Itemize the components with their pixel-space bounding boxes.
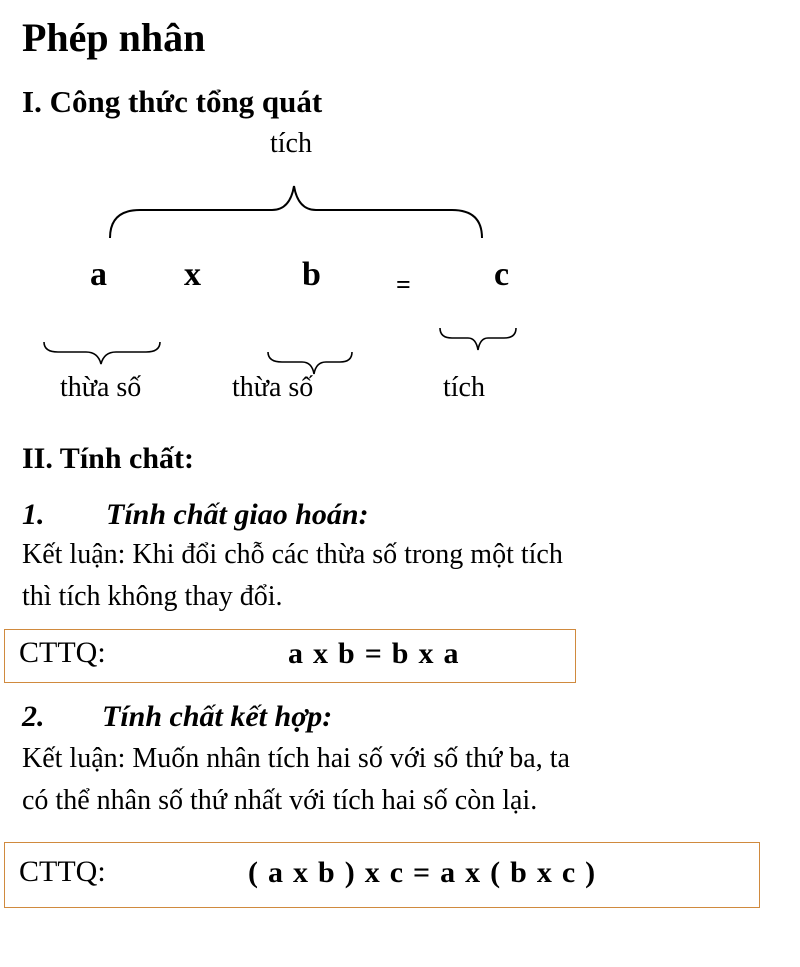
cttq-label-2: CTTQ: bbox=[19, 855, 106, 888]
formula-token: a bbox=[288, 637, 303, 670]
formula-token: b bbox=[510, 856, 527, 889]
formula-token: b bbox=[391, 637, 409, 670]
formula-box-associative bbox=[4, 842, 760, 908]
formula-token: x bbox=[465, 856, 481, 889]
cttq-label-1: CTTQ: bbox=[19, 636, 106, 669]
formula-associative bbox=[243, 856, 600, 890]
property-1-conclusion-line1: Kết luận: Khi đổi chỗ các thừa số trong một tích bbox=[22, 539, 563, 570]
brace-under-c bbox=[440, 328, 516, 350]
formula-token: x bbox=[364, 856, 380, 889]
section-heading-formula: I. Công thức tổng quát bbox=[22, 84, 323, 119]
formula-token: x bbox=[418, 637, 434, 670]
label-factor-2: thừa số bbox=[232, 372, 314, 403]
times-sign: x bbox=[184, 256, 201, 293]
formula-token: = bbox=[413, 856, 431, 889]
formula-token: a bbox=[268, 856, 283, 889]
label-factor-1: thừa số bbox=[60, 372, 142, 403]
formula-token: c bbox=[561, 856, 576, 889]
property-2-number: 2. bbox=[22, 700, 45, 733]
brace-under-a bbox=[44, 342, 160, 364]
var-b: b bbox=[302, 256, 321, 293]
equals-sign: = bbox=[396, 270, 411, 299]
formula-token: ( bbox=[490, 856, 501, 889]
formula-token: x bbox=[536, 856, 552, 889]
top-label-product: tích bbox=[270, 128, 312, 159]
label-product: tích bbox=[443, 372, 485, 403]
property-2-conclusion-line1: Kết luận: Muốn nhân tích hai số với số thứ ba, ta bbox=[22, 743, 570, 774]
formula-token: c bbox=[389, 856, 404, 889]
brace-under-b bbox=[268, 352, 352, 374]
formula-token: a bbox=[443, 637, 459, 670]
property-1-conclusion-line2: thì tích không thay đổi. bbox=[22, 581, 283, 612]
formula-token: b bbox=[318, 856, 335, 889]
formula-commutative bbox=[283, 637, 463, 671]
property-1-name: Tính chất giao hoán: bbox=[106, 498, 369, 531]
page-title: Phép nhân bbox=[22, 15, 206, 60]
formula-token: x bbox=[293, 856, 308, 889]
property-2-name: Tính chất kết hợp: bbox=[102, 700, 333, 733]
formula-token: = bbox=[364, 637, 382, 670]
formula-token: ) bbox=[585, 856, 596, 889]
formula-token: ) bbox=[344, 856, 355, 889]
property-2-conclusion-line2: có thể nhân số thứ nhất với tích hai số còn lại. bbox=[22, 785, 538, 816]
formula-token: x bbox=[313, 637, 328, 670]
property-1-heading bbox=[22, 498, 522, 534]
formula-token: a bbox=[440, 856, 456, 889]
top-brace bbox=[110, 186, 482, 238]
property-2-heading bbox=[22, 700, 522, 736]
formula-box-commutative bbox=[4, 629, 576, 683]
var-c: c bbox=[494, 256, 510, 293]
formula-token: ( bbox=[248, 856, 258, 889]
property-1-number: 1. bbox=[22, 498, 45, 531]
formula-token: b bbox=[338, 637, 355, 670]
var-a: a bbox=[90, 256, 107, 293]
section-heading-properties: II. Tính chất: bbox=[22, 442, 195, 475]
